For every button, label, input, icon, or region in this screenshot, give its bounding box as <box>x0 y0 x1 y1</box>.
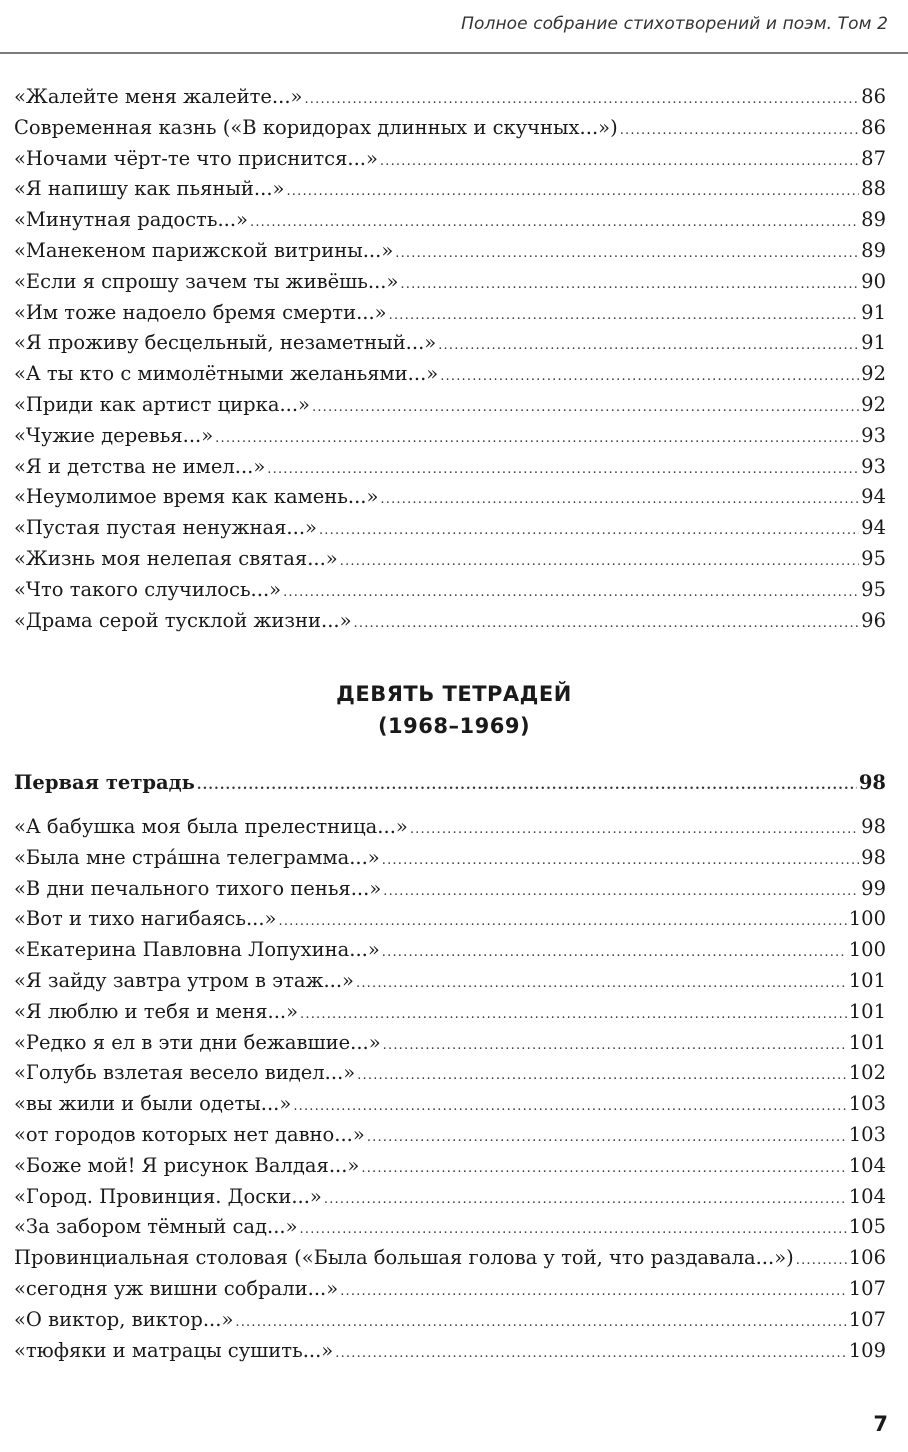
entry-page-number: 89 <box>861 238 886 262</box>
entry-title: «Екатерина Павловна Лопухина...» <box>14 938 380 962</box>
toc-entry[interactable] <box>14 452 886 483</box>
dot-leader <box>389 301 860 332</box>
subheading-page: 98 <box>858 771 886 794</box>
dot-leader <box>293 1092 846 1123</box>
entry-title: «За забором тёмный сад...» <box>14 1215 298 1239</box>
toc-entry[interactable] <box>14 298 886 329</box>
entry-title: «Я проживу бесцельный, незаметный...» <box>14 331 437 355</box>
entry-title: «Город. Провинция. Доски...» <box>14 1184 322 1208</box>
entry-title: «Ночами чёрт-те что приснится...» <box>14 146 378 170</box>
toc-entry[interactable] <box>14 904 886 935</box>
dot-leader <box>380 147 859 178</box>
entry-page-number: 91 <box>861 331 886 355</box>
toc-entry[interactable] <box>14 1058 886 1089</box>
entry-page-number: 94 <box>861 485 886 509</box>
entry-title: «А ты кто с мимолётными желаньями...» <box>14 362 439 386</box>
dot-leader <box>324 1185 847 1216</box>
entry-page-number: 87 <box>861 146 886 170</box>
dot-leader <box>383 1031 847 1062</box>
toc-entry[interactable] <box>14 113 886 144</box>
entry-title: «Редко я ел в эти дни бежавшие...» <box>14 1030 381 1054</box>
dot-leader <box>354 609 860 640</box>
toc-entry[interactable] <box>14 874 886 905</box>
entry-page-number: 102 <box>848 1061 886 1085</box>
entry-title: «Если я спрошу зачем ты живёшь...» <box>14 269 399 293</box>
toc-entry[interactable] <box>14 390 886 421</box>
entry-title: «Им тоже надоело бремя смерти...» <box>14 300 387 324</box>
entry-title: «Пустая пустая ненужная...» <box>14 516 317 540</box>
entry-page-number: 101 <box>848 968 886 992</box>
toc-entry[interactable] <box>14 359 886 390</box>
section-title <box>0 678 908 742</box>
page-number: 7 <box>873 1412 888 1436</box>
dot-leader <box>620 116 859 147</box>
entry-title: «Я и детства не имел...» <box>14 454 266 478</box>
toc-entry[interactable] <box>14 1243 886 1274</box>
entry-title: «Манекеном парижской витрины...» <box>14 238 394 262</box>
toc-entry[interactable] <box>14 1212 886 1243</box>
entry-page-number: 103 <box>848 1092 886 1116</box>
section-years: (1968–1969) <box>377 714 531 738</box>
entry-title: «Чужие деревья...» <box>14 423 214 447</box>
header-rule <box>0 52 908 54</box>
dot-leader <box>438 331 859 362</box>
toc-entry[interactable] <box>14 1028 886 1059</box>
entry-title: «А бабушка моя была прелестница...» <box>14 815 408 838</box>
dot-leader <box>357 1061 847 1092</box>
toc-entry[interactable] <box>14 966 886 997</box>
entry-page-number: 89 <box>861 208 886 232</box>
entry-page-number: 109 <box>848 1338 886 1362</box>
toc-entry[interactable] <box>14 205 886 236</box>
entry-page-number: 98 <box>861 815 886 838</box>
dot-leader <box>286 177 859 208</box>
toc-subheading-first-notebook[interactable] <box>14 768 886 801</box>
entry-page-number: 88 <box>861 177 886 201</box>
dot-leader <box>304 85 859 116</box>
entry-title: «тюфяки и матрацы сушить...» <box>14 1338 334 1362</box>
dot-leader <box>319 516 859 547</box>
dot-leader <box>367 1123 847 1154</box>
entry-title: «сегодня уж вишни собрали...» <box>14 1276 339 1300</box>
entry-page-number: 101 <box>848 999 886 1023</box>
dot-leader <box>395 239 859 270</box>
entry-title: «Что такого случилось...» <box>14 577 282 601</box>
entry-title: «Я зайду завтра утром в этаж...» <box>14 968 354 992</box>
toc-entry[interactable] <box>14 267 886 298</box>
dot-leader <box>361 1154 846 1185</box>
entry-title: «вы жили и были одеты...» <box>14 1092 292 1116</box>
toc-entry[interactable] <box>14 236 886 267</box>
toc-entry[interactable] <box>14 328 886 359</box>
entry-page-number: 95 <box>861 546 886 570</box>
toc-entry[interactable] <box>14 1089 886 1120</box>
entry-title: «Я люблю и тебя и меня...» <box>14 999 299 1023</box>
subheading-title: Первая тетрадь <box>14 771 195 794</box>
entry-title: «Жалейте меня жалейте...» <box>14 85 303 108</box>
toc-entry[interactable] <box>14 144 886 175</box>
toc-entry[interactable] <box>14 174 886 205</box>
entry-title: «Вот и тихо нагибаясь...» <box>14 907 277 931</box>
toc-list-part1 <box>14 82 886 636</box>
entry-page-number: 107 <box>848 1307 886 1331</box>
dot-leader <box>796 1246 847 1277</box>
toc-entry[interactable] <box>14 1120 886 1151</box>
entry-title: «Я напишу как пьяный...» <box>14 177 285 201</box>
dot-leader <box>312 393 859 424</box>
toc-entry[interactable] <box>14 606 886 637</box>
dot-leader <box>250 208 859 239</box>
section-title-text: ДЕВЯТЬ ТЕТРАДЕЙ <box>336 682 572 706</box>
dot-leader <box>383 877 859 908</box>
entry-title: «Минутная радость...» <box>14 208 248 232</box>
dot-leader <box>356 969 847 1000</box>
entry-title: «В дни печального тихого пенья...» <box>14 876 382 900</box>
entry-page-number: 100 <box>848 938 886 962</box>
entry-title: «Была мне стра́шна телеграмма...» <box>14 845 380 869</box>
dot-leader <box>278 907 846 938</box>
entry-title: «Неумолимое время как камень...» <box>14 485 379 509</box>
toc-list-part2 <box>14 812 886 1366</box>
toc-entry[interactable] <box>14 421 886 452</box>
entry-page-number: 96 <box>861 608 886 632</box>
entry-title: Современная казнь («В коридорах длинных и скучных...») <box>14 115 618 139</box>
dot-leader <box>340 1277 847 1308</box>
entry-title: «Приди как артист цирка...» <box>14 392 310 416</box>
toc-entry[interactable] <box>14 812 886 843</box>
dot-leader <box>410 815 859 846</box>
entry-page-number: 105 <box>848 1215 886 1239</box>
entry-title: «Голубь взлетая весело видел...» <box>14 1061 356 1085</box>
dot-leader <box>300 1000 847 1031</box>
entry-title: «Боже мой! Я рисунок Валдая...» <box>14 1153 360 1177</box>
entry-page-number: 104 <box>848 1153 886 1177</box>
dot-leader <box>382 846 859 877</box>
entry-page-number: 94 <box>861 516 886 540</box>
toc-entry[interactable] <box>14 575 886 606</box>
entry-title: «Драма серой тусклой жизни...» <box>14 608 352 632</box>
toc-entry[interactable] <box>14 513 886 544</box>
dot-leader <box>400 270 859 301</box>
entry-page-number: 101 <box>848 1030 886 1054</box>
toc-entry[interactable] <box>14 1151 886 1182</box>
toc-entry[interactable] <box>14 544 886 575</box>
entry-page-number: 106 <box>848 1246 886 1270</box>
dot-leader <box>267 455 859 486</box>
entry-page-number: 99 <box>861 876 886 900</box>
entry-title: Провинциальная столовая («Была большая голова у той, что раздавала...») <box>14 1246 794 1270</box>
dot-leader <box>215 424 859 455</box>
dot-leader <box>197 771 857 801</box>
entry-page-number: 92 <box>861 392 886 416</box>
entry-page-number: 91 <box>861 300 886 324</box>
entry-title: «О виктор, виктор...» <box>14 1307 234 1331</box>
entry-page-number: 107 <box>848 1276 886 1300</box>
dot-leader <box>382 938 847 969</box>
toc-entry[interactable] <box>14 1305 886 1336</box>
toc-entry[interactable] <box>14 82 886 113</box>
dot-leader <box>340 547 859 578</box>
entry-page-number: 104 <box>848 1184 886 1208</box>
entry-page-number: 90 <box>861 269 886 293</box>
entry-page-number: 95 <box>861 577 886 601</box>
entry-page-number: 86 <box>861 85 886 108</box>
entry-page-number: 93 <box>861 454 886 478</box>
dot-leader <box>440 362 859 393</box>
entry-title: «от городов которых нет давно...» <box>14 1122 365 1146</box>
toc-entry[interactable] <box>14 1274 886 1305</box>
entry-page-number: 103 <box>848 1122 886 1146</box>
toc-entry[interactable] <box>14 1182 886 1213</box>
entry-page-number: 86 <box>861 115 886 139</box>
dot-leader <box>283 578 859 609</box>
toc-entry[interactable] <box>14 997 886 1028</box>
toc-entry[interactable] <box>14 843 886 874</box>
entry-page-number: 93 <box>861 423 886 447</box>
entry-page-number: 100 <box>848 907 886 931</box>
dot-leader <box>300 1215 847 1246</box>
entry-title: «Жизнь моя нелепая святая...» <box>14 546 338 570</box>
entry-page-number: 98 <box>861 845 886 869</box>
dot-leader <box>335 1339 847 1370</box>
toc-entry[interactable] <box>14 935 886 966</box>
toc-entry[interactable] <box>14 1336 886 1367</box>
running-header: Полное собрание стихотворений и поэм. Том 2 <box>461 14 888 34</box>
dot-leader <box>380 485 859 516</box>
dot-leader <box>235 1308 846 1339</box>
toc-entry[interactable] <box>14 482 886 513</box>
entry-page-number: 92 <box>861 362 886 386</box>
